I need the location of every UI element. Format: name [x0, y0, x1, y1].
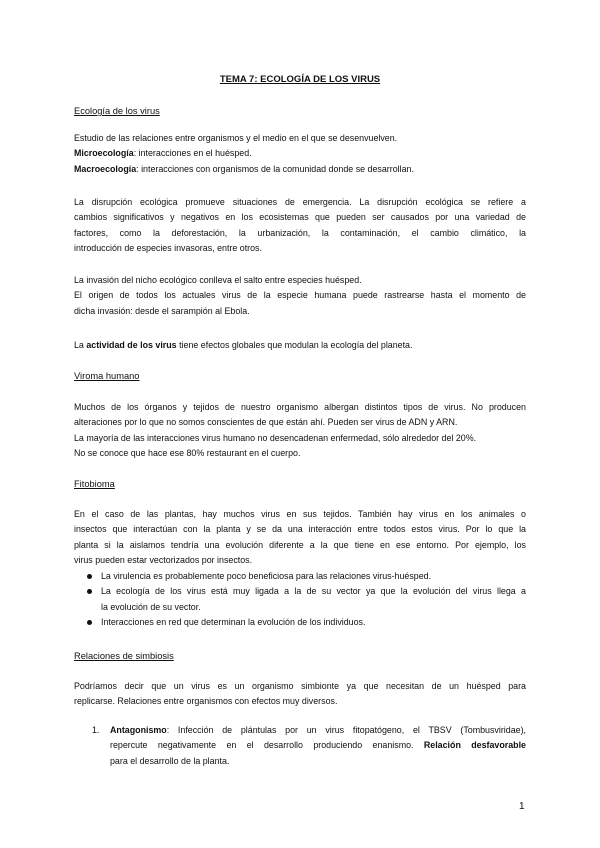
page-number: 1	[519, 801, 525, 812]
activity-lead: La	[74, 340, 87, 350]
antagonismo-term: Antagonismo	[110, 725, 167, 735]
fitobioma-line: insectos que interactúan con la planta y se da una interacción entre todos estos virus. Por lo que la	[74, 524, 526, 535]
simbiosis-paragraph	[74, 679, 526, 710]
antagonismo-line2	[110, 738, 526, 753]
bullet-icon	[87, 620, 92, 625]
fitobioma-paragraph	[74, 507, 526, 569]
bullet-icon	[87, 589, 92, 594]
bullet-text: La virulencia es probablemente poco beneficiosa para las relaciones virus-huésped.	[101, 571, 432, 581]
viroma-line: La mayoría de las interacciones virus humano no desencadenan enfermedad, sólo alrededor del 20%.	[74, 432, 477, 443]
disruption-line: factores, como la deforestación, la urbanización, la contaminación, el cambio climático, la	[74, 227, 526, 238]
activity-paragraph	[74, 338, 526, 353]
viroma-line: Muchos de los órganos y tejidos de nuestro organismo albergan distintos tipos de virus. No producen	[74, 402, 526, 412]
heading-viroma: Viroma humano	[74, 371, 140, 381]
fitobioma-line: virus pueden estar vectorizados por insectos.	[74, 555, 253, 566]
simbiosis-line: replicarse. Relaciones entre organismos con efectos muy diversos.	[74, 696, 338, 707]
disruption-line: La disrupción ecológica promueve situaciones de emergencia. La disrupción ecológica se refiere a	[74, 197, 526, 207]
bullet-text: Interacciones en red que determinan la evolución de los individuos.	[101, 617, 366, 628]
bullet-text-continued: la evolución de su vector.	[101, 601, 201, 612]
invasion-line: El origen de todos los actuales virus de la especie humana puede rastrearse hasta el momento de	[74, 290, 526, 301]
invasion-paragraph	[74, 273, 526, 319]
bullet-icon	[87, 574, 92, 579]
bullet-text: La ecología de los virus está muy ligada a la de su vector ya que la evolución del virus llega a	[101, 586, 526, 597]
macroecologia-def: : interacciones con organismos de la comunidad donde se desarrollan.	[136, 163, 414, 174]
disruption-line: cambios significativos y negativos en los ecosistemas que pueden ser causados por una variedad de	[74, 212, 526, 223]
disruption-paragraph	[74, 195, 526, 257]
list-item	[74, 615, 526, 630]
antagonismo-line1	[110, 723, 526, 738]
viroma-paragraph	[74, 400, 526, 462]
numbered-item-antagonismo	[92, 723, 526, 769]
ecologia-definitions	[74, 131, 526, 177]
macroecologia-term: Macroecología	[74, 163, 137, 174]
fitobioma-line: planta si la aislamos tendría una evolución diferente a la que tiene en ese entorno. Por ejemplo, los	[74, 539, 526, 550]
viroma-line: alteraciones por lo que no somos conscientes de que están ahí. Pueden ser virus de ADN y ARN.	[74, 417, 458, 428]
antagonismo-relation: Relación desfavorable	[423, 740, 526, 751]
invasion-line: dicha invasión: desde el sarampión al Ebola.	[74, 305, 250, 316]
list-item	[74, 569, 526, 584]
document-title: TEMA 7: ECOLOGÍA DE LOS VIRUS	[219, 74, 381, 85]
fitobioma-line: En el caso de las plantas, hay muchos virus en sus tejidos. También hay virus en los animales o	[74, 509, 526, 519]
viroma-line: No se conoce que hace ese 80% restaurant en el cuerpo.	[74, 448, 301, 459]
heading-ecologia: Ecología de los virus	[74, 106, 160, 116]
invasion-line: La invasión del nicho ecológico conlleva el salto entre especies huésped.	[74, 275, 362, 285]
macroecologia-line	[74, 162, 526, 177]
microecologia-def: : interacciones en el huésped.	[133, 148, 252, 159]
microecologia-term: Microecología	[74, 148, 134, 159]
list-item	[74, 584, 526, 615]
antagonismo-line3: para el desarrollo de la planta.	[110, 755, 230, 766]
activity-rest: tiene efectos globales que modulan la ecología del planeta.	[176, 340, 413, 350]
microecologia-line	[74, 146, 526, 161]
fitobioma-bullet-list	[74, 569, 526, 631]
antagonismo-line1-text: : Infección de plántulas por un virus fitopatógeno, el TBSV (Tombusviridae),	[166, 725, 526, 735]
heading-fitobioma: Fitobioma	[74, 479, 115, 489]
activity-bold: actividad de los virus	[86, 340, 177, 350]
antagonismo-line2-text: repercute negativamente en el desarrollo produciendo enanismo.	[110, 740, 424, 751]
simbiosis-line: Podríamos decir que un virus es un organismo simbionte ya que necesitan de un huésped para	[74, 681, 526, 691]
ecologia-intro: Estudio de las relaciones entre organismos y el medio en el que se desenvuelven.	[74, 133, 398, 143]
disruption-line: introducción de especies invasoras, entre otros.	[74, 243, 262, 254]
heading-simbiosis: Relaciones de simbiosis	[74, 651, 174, 661]
item-number: 1.	[92, 725, 100, 735]
